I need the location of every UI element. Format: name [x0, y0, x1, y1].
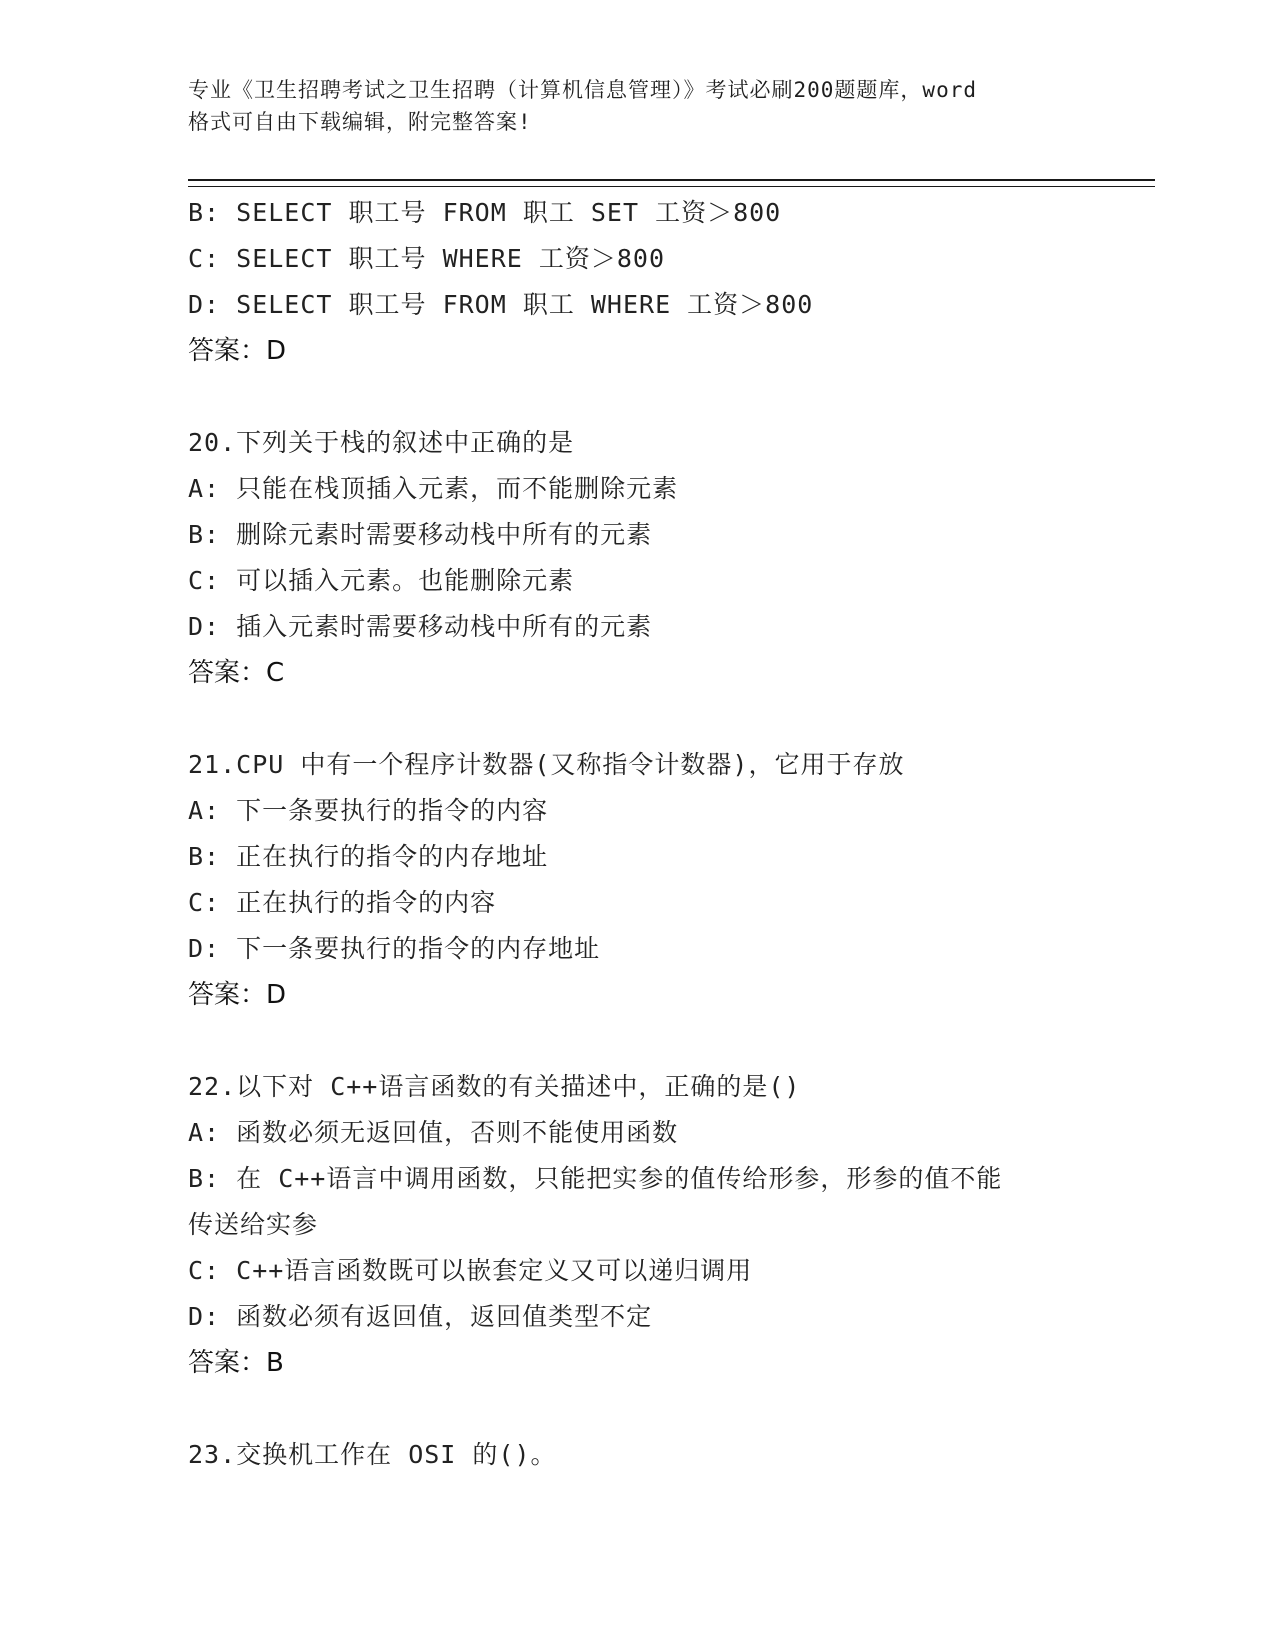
header-title-line-2: 格式可自由下载编辑，附完整答案! — [188, 110, 532, 134]
q23-question: 23.交换机工作在 OSI 的()。 — [188, 1440, 557, 1469]
q22-option-b-line-1: B: 在 C++语言中调用函数，只能把实参的值传给形参，形参的值不能 — [188, 1164, 1003, 1193]
q21-option-c: C: 正在执行的指令的内容 — [188, 888, 497, 917]
q19-option-d: D: SELECT 职工号 FROM 职工 WHERE 工资＞800 — [188, 290, 814, 319]
q20-answer: 答案：C — [188, 658, 285, 688]
q19-option-c: C: SELECT 职工号 WHERE 工资＞800 — [188, 244, 666, 273]
q20-option-c: C: 可以插入元素。也能删除元素 — [188, 566, 575, 595]
header-title-line-1: 专业《卫生招聘考试之卫生招聘（计算机信息管理）》考试必刷200题题库，word — [188, 78, 977, 102]
q21-option-b: B: 正在执行的指令的内存地址 — [188, 842, 549, 871]
spacer — [188, 1386, 1088, 1432]
spacer — [188, 696, 1088, 742]
spacer — [188, 1018, 1088, 1064]
document-header — [188, 74, 1088, 138]
q22-option-c: C: C++语言函数既可以嵌套定义又可以递归调用 — [188, 1256, 753, 1285]
question-list — [188, 190, 1088, 1478]
q20-option-d: D: 插入元素时需要移动栈中所有的元素 — [188, 612, 653, 641]
question-20 — [188, 420, 1088, 696]
question-21 — [188, 742, 1088, 1018]
q22-option-d: D: 函数必须有返回值，返回值类型不定 — [188, 1302, 653, 1331]
question-19 — [188, 190, 1088, 374]
header-divider — [188, 179, 1155, 187]
q22-question: 22.以下对 C++语言函数的有关描述中，正确的是() — [188, 1072, 801, 1101]
q21-option-d: D: 下一条要执行的指令的内存地址 — [188, 934, 601, 963]
q22-answer: 答案：B — [188, 1348, 284, 1378]
q21-option-a: A: 下一条要执行的指令的内容 — [188, 796, 549, 825]
question-23 — [188, 1432, 1088, 1478]
q20-option-b: B: 删除元素时需要移动栈中所有的元素 — [188, 520, 653, 549]
q20-option-a: A: 只能在栈顶插入元素，而不能删除元素 — [188, 474, 679, 503]
q19-answer: 答案：D — [188, 336, 287, 366]
q22-option-b-line-2: 传送给实参 — [188, 1210, 319, 1239]
spacer — [188, 374, 1088, 420]
q19-option-b: B: SELECT 职工号 FROM 职工 SET 工资＞800 — [188, 198, 782, 227]
q21-answer: 答案：D — [188, 980, 287, 1010]
question-22 — [188, 1064, 1088, 1386]
q21-question: 21.CPU 中有一个程序计数器(又称指令计数器)，它用于存放 — [188, 750, 905, 779]
q22-option-a: A: 函数必须无返回值，否则不能使用函数 — [188, 1118, 679, 1147]
q20-question: 20.下列关于栈的叙述中正确的是 — [188, 428, 575, 457]
